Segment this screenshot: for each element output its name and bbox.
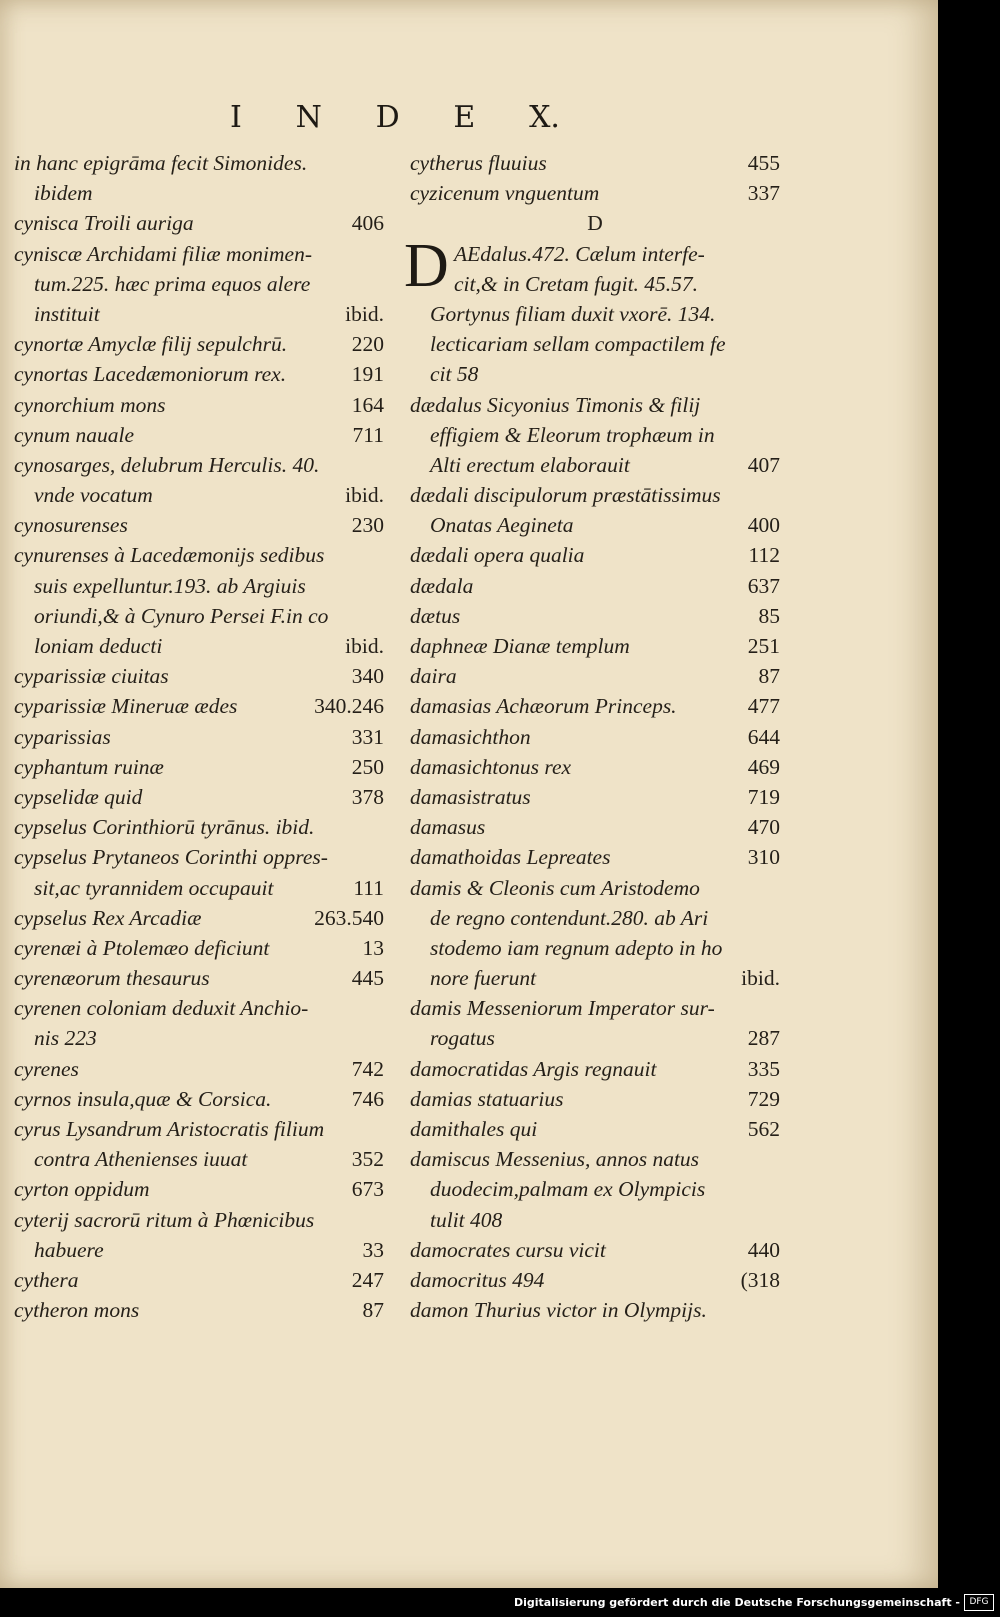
index-entry-line xyxy=(14,1144,384,1174)
index-entry-line xyxy=(410,601,780,631)
index-entry-line xyxy=(14,571,384,601)
section-letter-heading xyxy=(410,208,780,238)
index-entry-line xyxy=(14,1114,384,1144)
index-entry-line xyxy=(410,510,780,540)
index-entry-line xyxy=(14,1174,384,1204)
header-letter: D xyxy=(375,100,400,135)
entry-page-ref: 220 xyxy=(351,332,384,357)
entry-text: contra Athenienses iuuat xyxy=(34,1147,248,1172)
entry-page-ref: 87 xyxy=(362,1298,384,1323)
entry-text: damon Thurius victor in Olympijs. xyxy=(410,1298,707,1323)
entry-page-ref: 711 xyxy=(352,422,384,447)
entry-text: cyrenæorum thesaurus xyxy=(14,966,210,991)
entry-text: dætus xyxy=(410,603,461,628)
entry-text: stodemo iam regnum adepto in ho xyxy=(430,935,723,960)
entry-text: cyparissiæ Mineruæ ædes xyxy=(14,694,238,719)
index-entry-line xyxy=(14,390,384,420)
index-entry-line xyxy=(14,540,384,570)
index-entry-line xyxy=(410,752,780,782)
index-entry-line xyxy=(410,420,780,450)
index-entry-line xyxy=(14,631,384,661)
entry-text: damasus xyxy=(410,815,486,840)
index-entry-line xyxy=(410,1295,780,1325)
index-entry-line xyxy=(14,480,384,510)
index-entry-line xyxy=(410,1265,780,1295)
index-column-left xyxy=(14,148,384,1325)
header-letter: N xyxy=(295,100,322,135)
entry-text: damocratidas Argis regnauit xyxy=(410,1056,657,1081)
index-entry-line xyxy=(410,540,780,570)
index-entry-line xyxy=(14,812,384,842)
entry-page-ref: 230 xyxy=(351,513,384,538)
entry-text: daphneæ Dianæ templum xyxy=(410,634,630,658)
entry-text: damocritus 494 xyxy=(410,1267,545,1292)
index-entry-line xyxy=(14,1295,384,1325)
page-header-index xyxy=(230,100,560,135)
entry-page-ref: ibid. xyxy=(345,301,384,326)
entry-page-ref: 250 xyxy=(351,754,384,779)
index-entry-line xyxy=(410,1174,780,1204)
header-letter: E xyxy=(453,100,476,135)
entry-page-ref: 637 xyxy=(747,573,780,598)
index-entry-line xyxy=(410,1205,780,1235)
entry-page-ref: 87 xyxy=(758,664,780,689)
entry-page-ref: (318 xyxy=(740,1267,780,1292)
entry-text: cynortæ Amyclæ filij sepulchrū. xyxy=(14,332,288,357)
index-entry-line xyxy=(410,390,780,420)
entry-text: cynisca Troili auriga xyxy=(14,211,194,236)
index-entry-line xyxy=(410,1054,780,1084)
entry-text: lecticariam sellam compactilem fe xyxy=(430,332,726,357)
entry-page-ref: 287 xyxy=(747,1026,780,1051)
entry-text: habuere xyxy=(34,1237,104,1262)
entry-text: cyterij sacrorū ritum à Phœnicibus xyxy=(14,1207,315,1232)
entry-text: dædalus Sicyonius Timonis & filij xyxy=(410,392,701,417)
entry-page-ref: 85 xyxy=(758,603,780,628)
entry-text: cyrenæi à Ptolemæo deficiunt xyxy=(14,935,270,960)
index-entry-line xyxy=(410,661,780,691)
index-entry-line xyxy=(14,208,384,238)
index-entry-line xyxy=(410,933,780,963)
entry-text: cynurenses à Lacedæmonijs sedibus xyxy=(14,543,325,568)
index-entry-line xyxy=(410,450,780,480)
entry-text: damathoidas Lepreates xyxy=(410,845,611,870)
entry-text: Onatas Aegineta xyxy=(430,513,574,538)
entry-page-ref: 337 xyxy=(747,181,780,206)
entry-text: duodecim,palmam ex Olympicis xyxy=(430,1177,706,1202)
entry-text: in hanc epigrāma fecit Simonides. xyxy=(14,151,308,175)
entry-page-ref: 406 xyxy=(351,211,384,236)
index-entry-line xyxy=(410,1084,780,1114)
entry-text: cyrus Lysandrum Aristocratis filium xyxy=(14,1117,325,1141)
entry-page-ref: 470 xyxy=(747,815,780,840)
entry-page-ref: ibid. xyxy=(345,483,384,508)
index-entry-line xyxy=(410,1114,780,1144)
entry-text: rogatus xyxy=(430,1026,495,1051)
entry-text: de regno contendunt.280. ab Ari xyxy=(430,905,709,930)
footer-bar xyxy=(0,1588,1000,1617)
index-entry-line xyxy=(14,178,384,208)
entry-page-ref: 673 xyxy=(351,1177,384,1202)
entry-page-ref: 440 xyxy=(747,1237,780,1262)
entry-text: Gortynus filiam duxit vxorē. 134. xyxy=(430,301,716,326)
entry-page-ref: 644 xyxy=(747,724,780,749)
index-entry-line xyxy=(410,993,780,1023)
entry-text: sit,ac tyrannidem occupauit xyxy=(34,875,274,900)
entry-text: damias statuarius xyxy=(410,1086,564,1111)
entry-text: damocrates cursu vicit xyxy=(410,1237,606,1262)
entry-text: oriundi,& à Cynuro Persei F.in co xyxy=(34,603,329,628)
entry-page-ref: 335 xyxy=(747,1056,780,1081)
entry-text: dædali opera qualia xyxy=(410,543,585,568)
entry-text: cit,& in Cretam fugit. 45.57. xyxy=(454,271,699,296)
index-entry-line xyxy=(410,178,780,208)
index-entry-line xyxy=(410,842,780,872)
entry-page-ref: 331 xyxy=(351,724,384,749)
entry-page-ref: 13 xyxy=(362,935,384,960)
index-entry-line xyxy=(410,691,780,721)
entry-text: cypselus Corinthiorū tyrānus. ibid. xyxy=(14,815,315,840)
entry-page-ref: ibid. xyxy=(345,634,384,658)
entry-text: D xyxy=(587,211,603,236)
index-entry-line xyxy=(14,1205,384,1235)
entry-text: nore fuerunt xyxy=(430,966,537,991)
entry-page-ref: 445 xyxy=(351,966,384,991)
entry-text: cyphantum ruinæ xyxy=(14,754,164,779)
entry-page-ref: 407 xyxy=(747,452,780,477)
entry-page-ref: 112 xyxy=(748,543,780,568)
entry-text: cyniscæ Archidami filiæ monimen- xyxy=(14,241,312,266)
header-letter: X. xyxy=(529,100,560,135)
index-entry-line xyxy=(14,329,384,359)
entry-text: damasias Achæorum Princeps. xyxy=(410,694,677,719)
index-entry-line xyxy=(410,722,780,752)
index-entry-line xyxy=(14,691,384,721)
entry-page-ref: 247 xyxy=(351,1267,384,1292)
index-entry-line xyxy=(14,1235,384,1265)
index-entry-line xyxy=(14,420,384,450)
index-entry-line xyxy=(410,269,780,299)
entry-text: dædala xyxy=(410,573,474,598)
index-entry-line xyxy=(14,842,384,872)
entry-page-ref: 400 xyxy=(747,513,780,538)
entry-text: AEdalus.472. Cælum interfe- xyxy=(454,241,705,266)
index-entry-line xyxy=(14,1265,384,1295)
entry-page-ref: 746 xyxy=(351,1086,384,1111)
header-letter: I xyxy=(230,100,242,135)
index-entry-line xyxy=(410,631,780,661)
entry-text: cyparissias xyxy=(14,724,111,749)
entry-page-ref: 455 xyxy=(747,151,780,175)
entry-page-ref: 729 xyxy=(747,1086,780,1111)
index-entry-line xyxy=(14,1054,384,1084)
entry-text: dædali discipulorum præstātissimus xyxy=(410,483,721,508)
entry-page-ref: 719 xyxy=(747,784,780,809)
entry-text: cynum nauale xyxy=(14,422,135,447)
index-entry-line xyxy=(410,963,780,993)
entry-text: damis Messeniorum Imperator sur- xyxy=(410,996,715,1021)
entry-page-ref: 340.246 xyxy=(314,694,384,719)
entry-page-ref: 378 xyxy=(351,784,384,809)
entry-text: cit 58 xyxy=(430,362,479,387)
index-entry-line xyxy=(14,299,384,329)
entry-text: damasichtonus rex xyxy=(410,754,572,779)
index-entry-line xyxy=(14,148,384,178)
index-entry-line xyxy=(410,359,780,389)
entry-text: cytheron mons xyxy=(14,1298,140,1323)
index-entry-line xyxy=(14,903,384,933)
index-entry-line xyxy=(14,269,384,299)
index-entry-line xyxy=(14,933,384,963)
dfg-logo: DFG xyxy=(964,1594,994,1611)
entry-text: cyzicenum vnguentum xyxy=(410,181,600,206)
entry-text: damis & Cleonis cum Aristodemo xyxy=(410,875,700,900)
entry-page-ref: 33 xyxy=(362,1237,384,1262)
index-entry-line xyxy=(410,873,780,903)
index-entry-line xyxy=(14,1084,384,1114)
entry-page-ref: 469 xyxy=(747,754,780,779)
entry-text: cynosarges, delubrum Herculis. 40. xyxy=(14,452,320,477)
entry-text: suis expelluntur.193. ab Argiuis xyxy=(34,573,306,598)
entry-text: vnde vocatum xyxy=(34,483,153,508)
entry-text: damasistratus xyxy=(410,784,531,809)
index-entry-line xyxy=(14,752,384,782)
entry-text: cynortas Lacedæmoniorum rex. xyxy=(14,362,287,387)
entry-text: Alti erectum elaborauit xyxy=(430,452,630,477)
index-entry-line xyxy=(410,782,780,812)
index-entry-line xyxy=(14,873,384,903)
funding-note: Digitalisierung gefördert durch die Deutsche Forschungsgemeinschaft - xyxy=(513,1596,960,1609)
entry-text: cyrenes xyxy=(14,1056,79,1081)
entry-text: instituit xyxy=(34,301,100,326)
index-entry-line xyxy=(14,722,384,752)
index-entry-line xyxy=(410,329,780,359)
index-entry-line xyxy=(410,480,780,510)
entry-page-ref: 164 xyxy=(351,392,384,417)
entry-text: cynorchium mons xyxy=(14,392,166,417)
index-entry-line xyxy=(14,782,384,812)
index-entry-line xyxy=(14,239,384,269)
index-entry-line xyxy=(410,571,780,601)
entry-text: cypselidæ quid xyxy=(14,784,143,809)
entry-page-ref: 352 xyxy=(351,1147,384,1172)
entry-page-ref: 263.540 xyxy=(314,905,384,930)
index-entry-line xyxy=(410,148,780,178)
index-entry-line xyxy=(14,1023,384,1053)
dropcap-letter: D xyxy=(404,231,449,300)
entry-text: tulit 408 xyxy=(430,1207,503,1232)
index-entry-line xyxy=(410,299,780,329)
entry-text: ibidem xyxy=(34,181,93,206)
index-column-right xyxy=(404,148,780,1325)
entry-text: cynosurenses xyxy=(14,513,128,538)
entry-text: cytherus fluuius xyxy=(410,151,547,175)
entry-text: nis 223 xyxy=(34,1026,97,1051)
entry-page-ref: 562 xyxy=(747,1117,780,1141)
entry-text: cyrenen coloniam deduxit Anchio- xyxy=(14,996,309,1021)
entry-page-ref: ibid. xyxy=(741,966,780,991)
entry-text: damasichthon xyxy=(410,724,531,749)
index-entry-line xyxy=(410,1023,780,1053)
entry-page-ref: 251 xyxy=(747,634,780,658)
entry-text: daira xyxy=(410,664,457,689)
index-entry-line xyxy=(14,993,384,1023)
entry-page-ref: 111 xyxy=(353,875,384,900)
entry-text: cyrnos insula,quæ & Corsica. xyxy=(14,1086,272,1111)
index-entry-line xyxy=(14,510,384,540)
entry-text: effigiem & Eleorum trophæum in xyxy=(430,422,715,447)
index-entry-line xyxy=(14,359,384,389)
entry-text: damithales qui xyxy=(410,1117,538,1141)
entry-page-ref: 340 xyxy=(351,664,384,689)
entry-text: cythera xyxy=(14,1267,79,1292)
entry-text: tum.225. hæc prima equos alere xyxy=(34,271,311,296)
entry-text: cypselus Rex Arcadiæ xyxy=(14,905,202,930)
entry-page-ref: 742 xyxy=(351,1056,384,1081)
entry-text: cyrton oppidum xyxy=(14,1177,150,1202)
entry-text: loniam deducti xyxy=(34,634,163,658)
index-entry-line xyxy=(410,903,780,933)
index-entry-line xyxy=(14,450,384,480)
index-entry-line xyxy=(14,601,384,631)
index-entry-line xyxy=(410,812,780,842)
index-entry-line xyxy=(410,1144,780,1174)
index-entry-line xyxy=(14,963,384,993)
entry-page-ref: 191 xyxy=(351,362,384,387)
index-entry-line xyxy=(410,1235,780,1265)
entry-page-ref: 477 xyxy=(747,694,780,719)
index-entry-line xyxy=(14,661,384,691)
entry-text: cyparissiæ ciuitas xyxy=(14,664,169,689)
entry-page-ref: 310 xyxy=(747,845,780,870)
entry-text: cypselus Prytaneos Corinthi oppres- xyxy=(14,845,328,870)
entry-text: damiscus Messenius, annos natus xyxy=(410,1147,700,1172)
